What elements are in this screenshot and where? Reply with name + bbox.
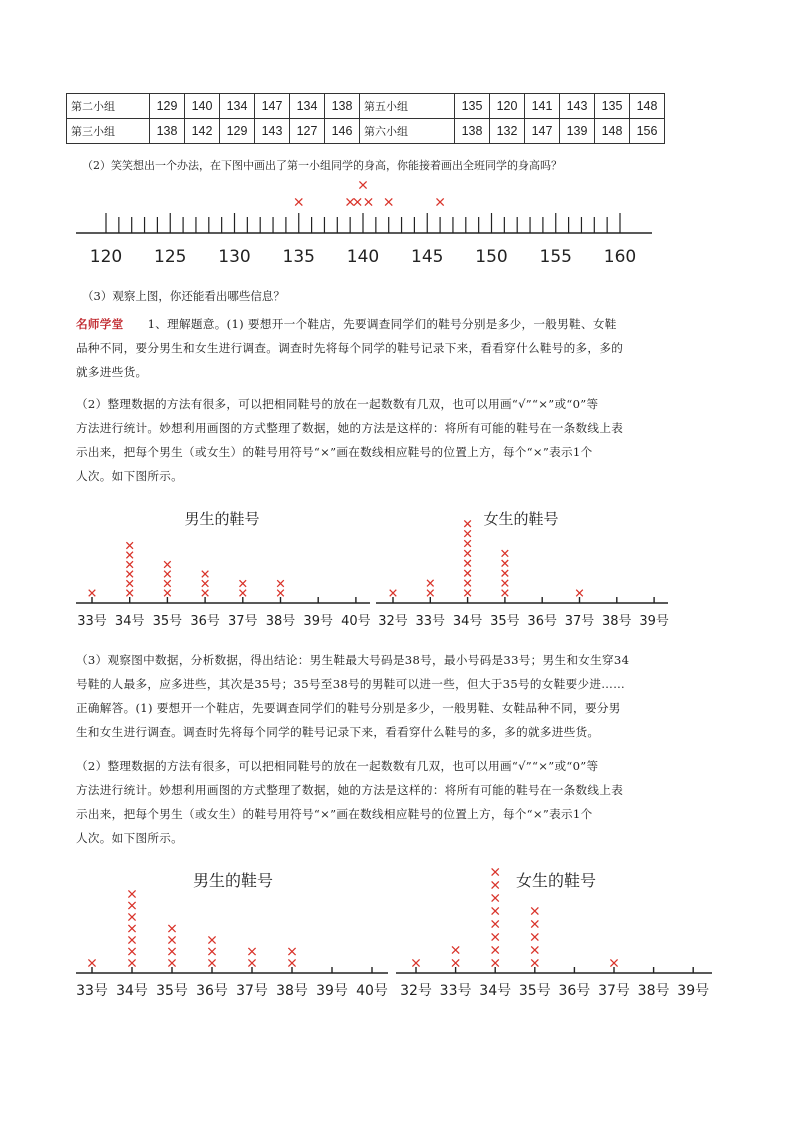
x-mark	[354, 198, 361, 205]
x-mark	[531, 946, 538, 953]
x-mark	[126, 552, 133, 559]
table-cell: 143	[255, 119, 290, 144]
x-mark	[390, 590, 397, 597]
x-mark	[89, 590, 96, 597]
tick-label: 39号	[677, 983, 710, 999]
tick-label: 155	[539, 247, 572, 267]
para-line: （2）整理数据的方法有很多，可以把相同鞋号的放在一起数数有几双，也可以用画“√”“×”或“0”等	[76, 397, 599, 411]
tick-label: 140	[346, 247, 380, 267]
tick-label: 38号	[276, 983, 308, 999]
tick-label: 34号	[479, 983, 512, 999]
tick-label: 37号	[598, 983, 630, 999]
table-cell: 147	[525, 119, 560, 144]
x-mark	[464, 570, 471, 577]
x-mark	[168, 936, 175, 943]
x-mark	[164, 580, 171, 587]
x-mark	[412, 959, 419, 966]
x-mark	[248, 959, 255, 966]
tick-label: 36号	[196, 983, 228, 999]
x-mark	[128, 902, 135, 909]
x-mark	[128, 913, 135, 920]
x-mark	[288, 948, 295, 955]
x-mark	[452, 959, 459, 966]
tick-label: 34号	[114, 614, 145, 629]
x-mark	[531, 959, 538, 966]
para-line: （3）观察图中数据，分析数据，得出结论：男生鞋最大号码是38号，最小号码是33号；男生和女生穿34	[76, 653, 630, 667]
table-cell: 146	[325, 119, 360, 144]
para-line: 品种不同，要分男生和女生进行调查。调查时先将每个同学的鞋号记录下来，看看穿什么鞋号的多，多的	[76, 341, 624, 355]
x-mark	[464, 540, 471, 547]
x-mark	[492, 959, 499, 966]
chart-title: 男生的鞋号	[192, 871, 274, 890]
table-cell: 129	[150, 94, 185, 119]
table-cell: 142	[185, 119, 220, 144]
x-mark	[202, 571, 209, 578]
x-mark	[502, 560, 509, 567]
table-cell: 127	[290, 119, 325, 144]
para-line: 方法进行统计。妙想利用画图的方式整理了数据，她的方法是这样的：将所有可能的鞋号在一条数线上表	[76, 783, 624, 797]
x-mark	[248, 948, 255, 955]
table-cell: 129	[220, 119, 255, 144]
tick-label: 40号	[341, 614, 371, 629]
x-mark	[576, 590, 583, 597]
x-mark	[492, 907, 499, 914]
x-mark	[126, 571, 133, 578]
tick-label: 37号	[236, 983, 268, 999]
table-cell: 135	[595, 94, 630, 119]
x-mark	[464, 550, 471, 557]
tick-label: 145	[411, 247, 444, 267]
table-cell: 148	[630, 94, 665, 119]
chart-title: 男生的鞋号	[184, 510, 260, 528]
x-mark	[277, 580, 284, 587]
x-mark	[502, 550, 509, 557]
table-cell: 138	[150, 119, 185, 144]
x-mark	[531, 907, 538, 914]
tick-label: 35号	[156, 983, 188, 999]
tick-label: 120	[89, 247, 123, 267]
tick-label: 35号	[152, 614, 183, 629]
table-cell: 134	[220, 94, 255, 119]
x-mark	[464, 590, 471, 597]
group-label: 第六小组	[360, 119, 455, 144]
tick-label: 33号	[77, 614, 107, 629]
x-mark	[492, 920, 499, 927]
x-mark	[347, 198, 354, 205]
table-cell: 138	[455, 119, 490, 144]
x-mark	[164, 561, 171, 568]
x-mark	[168, 925, 175, 932]
chart-title: 女生的鞋号	[483, 510, 559, 528]
tick-label: 32号	[378, 614, 408, 629]
tick-label: 37号	[564, 614, 595, 629]
x-mark	[126, 590, 133, 597]
para-line: （2）整理数据的方法有很多，可以把相同鞋号的放在一起数数有几双，也可以用画“√”“×”或“0”等	[76, 759, 599, 773]
x-mark	[385, 198, 392, 205]
tick-label: 135	[282, 247, 315, 267]
x-mark	[208, 936, 215, 943]
x-mark	[240, 590, 247, 597]
x-mark	[288, 959, 295, 966]
table-cell: 132	[490, 119, 525, 144]
x-mark	[359, 181, 366, 188]
x-mark	[492, 881, 499, 888]
table-cell: 143	[560, 94, 595, 119]
x-mark	[492, 868, 499, 875]
para-line: 就多进些货。	[76, 365, 148, 379]
x-mark	[492, 946, 499, 953]
tick-label: 34号	[116, 983, 148, 999]
x-mark	[126, 580, 133, 587]
x-mark	[464, 580, 471, 587]
para-line: 生和女生进行调查。调查时先将每个同学的鞋号记录下来，看看穿什么鞋号的多，多的就多进些货。	[76, 725, 600, 739]
tick-label: 38号	[265, 614, 296, 629]
x-mark	[452, 946, 459, 953]
x-mark	[464, 530, 471, 537]
x-mark	[164, 590, 171, 597]
para-line: 正确解答。(1) 要想开一个鞋店，先要调查同学们的鞋号分别是多少，一般男鞋、女鞋品种不同，要分男	[76, 701, 621, 715]
tick-label: 36号	[190, 614, 220, 629]
table-cell: 135	[455, 94, 490, 119]
question-3-text: （3）观察上图，你还能看出哪些信息？	[82, 289, 285, 303]
x-mark	[427, 580, 434, 587]
x-mark	[128, 925, 135, 932]
table-cell: 156	[630, 119, 665, 144]
table-cell: 140	[185, 94, 220, 119]
group-label: 第二小组	[67, 94, 150, 119]
tick-label: 34号	[452, 614, 483, 629]
x-mark	[208, 948, 215, 955]
x-mark	[128, 936, 135, 943]
tick-label: 35号	[490, 614, 520, 629]
x-mark	[464, 560, 471, 567]
table-cell: 139	[560, 119, 595, 144]
para-line: 人次。如下图所示。	[76, 469, 184, 483]
x-mark	[502, 570, 509, 577]
tick-label: 33号	[76, 983, 108, 999]
chart-title: 女生的鞋号	[515, 871, 597, 890]
table-cell: 134	[290, 94, 325, 119]
para-line: 方法进行统计。妙想利用画图的方式整理了数据，她的方法是这样的：将所有可能的鞋号在一条数线上表	[76, 421, 624, 435]
para-line: 人次。如下图所示。	[76, 831, 184, 845]
table-cell: 120	[490, 94, 525, 119]
table-cell: 138	[325, 94, 360, 119]
x-mark	[128, 890, 135, 897]
tick-label: 39号	[316, 983, 348, 999]
table-cell: 147	[255, 94, 290, 119]
table-cell: 148	[595, 119, 630, 144]
tick-label: 39号	[639, 614, 669, 629]
tick-label: 36号	[558, 983, 591, 999]
x-mark	[88, 959, 95, 966]
para-line: 示出来，把每个男生（或女生）的鞋号用符号“×”画在数线相应鞋号的位置上方，每个“×”表示1个	[76, 445, 593, 459]
para-line: 号鞋的人最多，应多进些，其次是35号；35号至38号的男鞋可以进一些，但大于35号的女鞋要少进……	[76, 677, 626, 691]
x-mark	[128, 959, 135, 966]
para-line: 示出来，把每个男生（或女生）的鞋号用符号“×”画在数线相应鞋号的位置上方，每个“×”表示1个	[76, 807, 593, 821]
x-mark	[365, 198, 372, 205]
x-mark	[168, 959, 175, 966]
tick-label: 160	[603, 247, 637, 267]
x-mark	[464, 520, 471, 527]
x-mark	[531, 933, 538, 940]
para-line-text: 1、理解题意。(1) 要想开一个鞋店，先要调查同学们的鞋号分别是多少，一般男鞋、女鞋	[147, 317, 617, 331]
group-label: 第三小组	[67, 119, 150, 144]
tick-label: 38号	[602, 614, 632, 629]
x-mark	[437, 198, 444, 205]
x-mark	[168, 948, 175, 955]
x-mark	[295, 198, 302, 205]
x-mark	[202, 580, 209, 587]
x-mark	[531, 920, 538, 927]
x-mark	[427, 590, 434, 597]
x-mark	[502, 580, 509, 587]
tick-label: 33号	[415, 614, 446, 629]
tick-label: 130	[218, 247, 251, 267]
x-mark	[492, 933, 499, 940]
tick-label: 125	[154, 247, 187, 267]
x-mark	[164, 571, 171, 578]
tick-label: 38号	[637, 983, 670, 999]
x-mark	[128, 948, 135, 955]
x-mark	[208, 959, 215, 966]
tick-label: 37号	[228, 614, 258, 629]
tick-label: 36号	[527, 614, 557, 629]
x-mark	[492, 894, 499, 901]
x-mark	[126, 542, 133, 549]
tick-label: 32号	[400, 983, 432, 999]
tick-label: 40号	[356, 983, 388, 999]
table-cell: 141	[525, 94, 560, 119]
mingshi-heading: 名师学堂	[76, 317, 124, 331]
question-2-text: （2）笑笑想出一个办法，在下图中画出了第一小组同学的身高，你能接着画出全班同学的身高吗？	[82, 159, 562, 172]
tick-label: 35号	[518, 983, 551, 999]
x-mark	[610, 959, 617, 966]
tick-label: 39号	[303, 614, 333, 629]
group-label: 第五小组	[360, 94, 455, 119]
x-mark	[202, 590, 209, 597]
x-mark	[126, 561, 133, 568]
x-mark	[240, 580, 247, 587]
tick-label: 150	[475, 247, 508, 267]
tick-label: 33号	[439, 983, 472, 999]
x-mark	[502, 590, 509, 597]
x-mark	[277, 590, 284, 597]
